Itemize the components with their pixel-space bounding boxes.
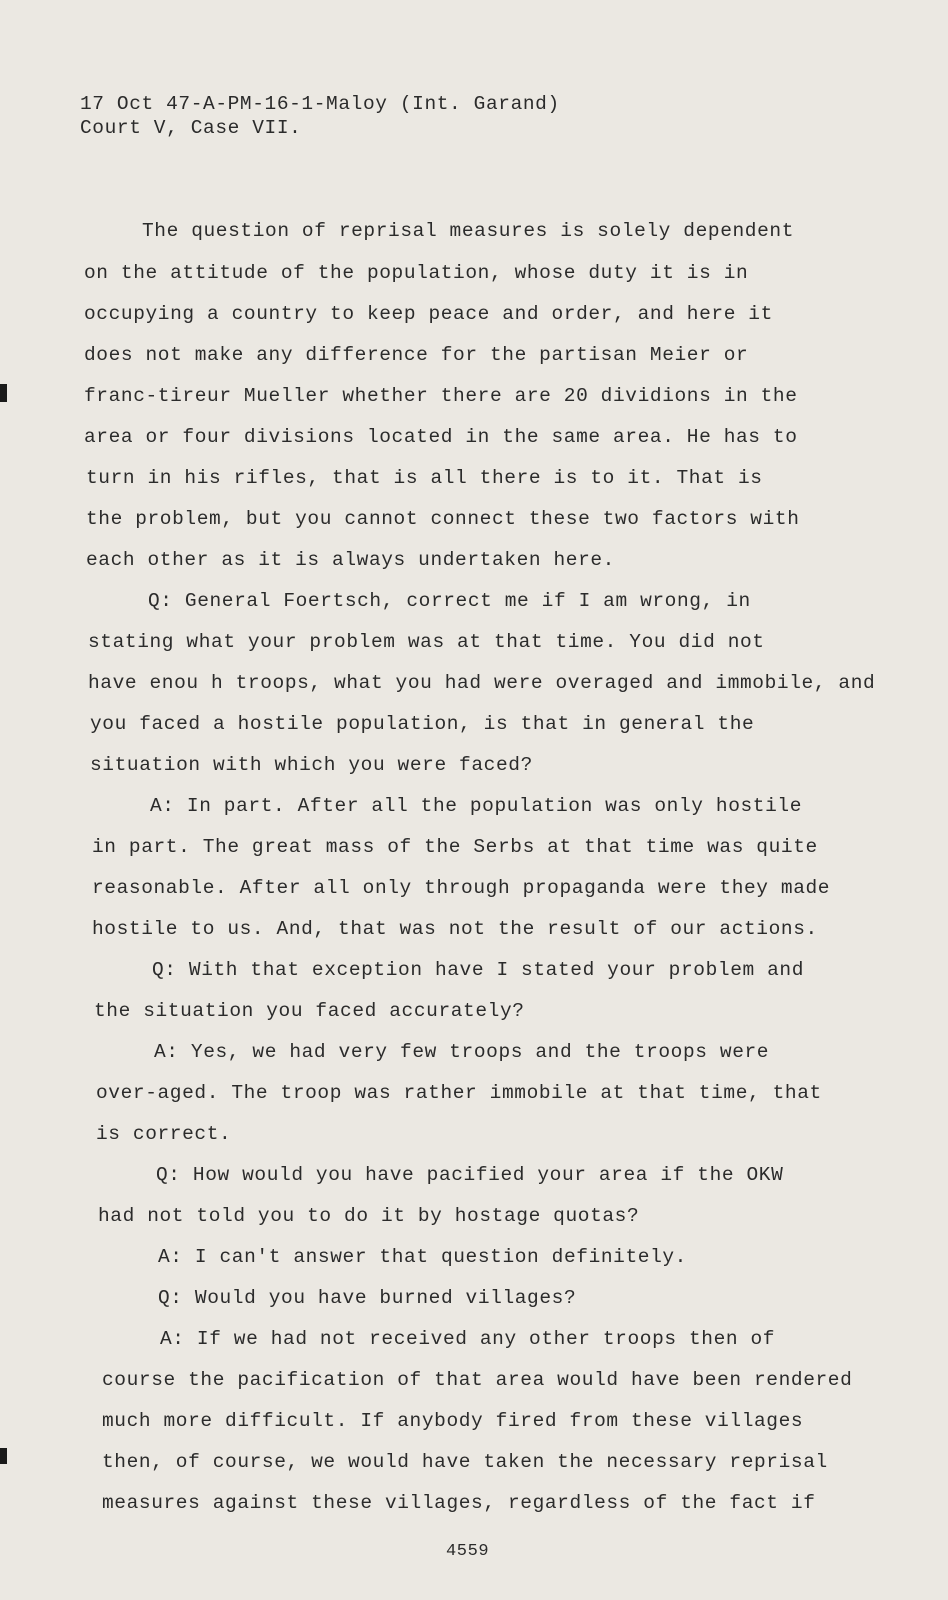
transcript-line: A: In part. After all the population was only hostile bbox=[150, 795, 803, 817]
header-line-2: Court V, Case VII. bbox=[80, 117, 302, 139]
transcript-line: stating what your problem was at that time. You did not bbox=[88, 631, 765, 653]
transcript-line: the problem, but you cannot connect these two factors with bbox=[86, 508, 800, 530]
header-line-1: 17 Oct 47-A-PM-16-1-Maloy (Int. Garand) bbox=[80, 93, 560, 115]
transcript-line: have enou h troops, what you had were overaged and immobile, and bbox=[88, 672, 876, 694]
transcript-line: over-aged. The troop was rather immobile at that time, that bbox=[96, 1082, 822, 1104]
transcript-line: area or four divisions located in the same area. He has to bbox=[84, 426, 798, 448]
page-number: 4559 bbox=[446, 1542, 490, 1561]
binding-mark-top bbox=[0, 384, 7, 402]
transcript-line: Q: Would you have burned villages? bbox=[158, 1287, 577, 1309]
transcript-line: situation with which you were faced? bbox=[90, 754, 533, 776]
transcript-line: The question of reprisal measures is solely dependent bbox=[142, 220, 795, 242]
transcript-line: is correct. bbox=[96, 1123, 232, 1145]
transcript-line: Q: How would you have pacified your area if the OKW bbox=[156, 1164, 784, 1186]
transcript-line: the situation you faced accurately? bbox=[94, 1000, 525, 1022]
transcript-line: in part. The great mass of the Serbs at that time was quite bbox=[92, 836, 818, 858]
transcript-line: occupying a country to keep peace and order, and here it bbox=[84, 303, 773, 325]
transcript-line: you faced a hostile population, is that in general the bbox=[90, 713, 755, 735]
transcript-line: had not told you to do it by hostage quotas? bbox=[98, 1205, 640, 1227]
transcript-line: hostile to us. And, that was not the result of our actions. bbox=[92, 918, 818, 940]
transcript-line: reasonable. After all only through propaganda were they made bbox=[92, 877, 831, 899]
transcript-line: Q: With that exception have I stated your problem and bbox=[152, 959, 805, 981]
transcript-line: then, of course, we would have taken the necessary reprisal bbox=[102, 1451, 828, 1473]
transcript-line: A: Yes, we had very few troops and the troops were bbox=[154, 1041, 770, 1063]
binding-mark-bottom bbox=[0, 1448, 7, 1464]
transcript-line: A: If we had not received any other troops then of bbox=[160, 1328, 776, 1350]
transcript-line: turn in his rifles, that is all there is to it. That is bbox=[86, 467, 763, 489]
transcript-line: on the attitude of the population, whose duty it is in bbox=[84, 262, 749, 284]
transcript-line: much more difficult. If anybody fired from these villages bbox=[102, 1410, 804, 1432]
transcript-line: each other as it is always undertaken here. bbox=[86, 549, 615, 571]
transcript-line: course the pacification of that area would have been rendered bbox=[102, 1369, 853, 1391]
transcript-line: does not make any difference for the partisan Meier or bbox=[84, 344, 749, 366]
transcript-line: Q: General Foertsch, correct me if I am wrong, in bbox=[148, 590, 751, 612]
transcript-line: franc-tireur Mueller whether there are 20 dividions in the bbox=[84, 385, 798, 407]
document-header bbox=[80, 92, 560, 140]
transcript-line: measures against these villages, regardless of the fact if bbox=[102, 1492, 816, 1514]
transcript-line: A: I can't answer that question definitely. bbox=[158, 1246, 687, 1268]
